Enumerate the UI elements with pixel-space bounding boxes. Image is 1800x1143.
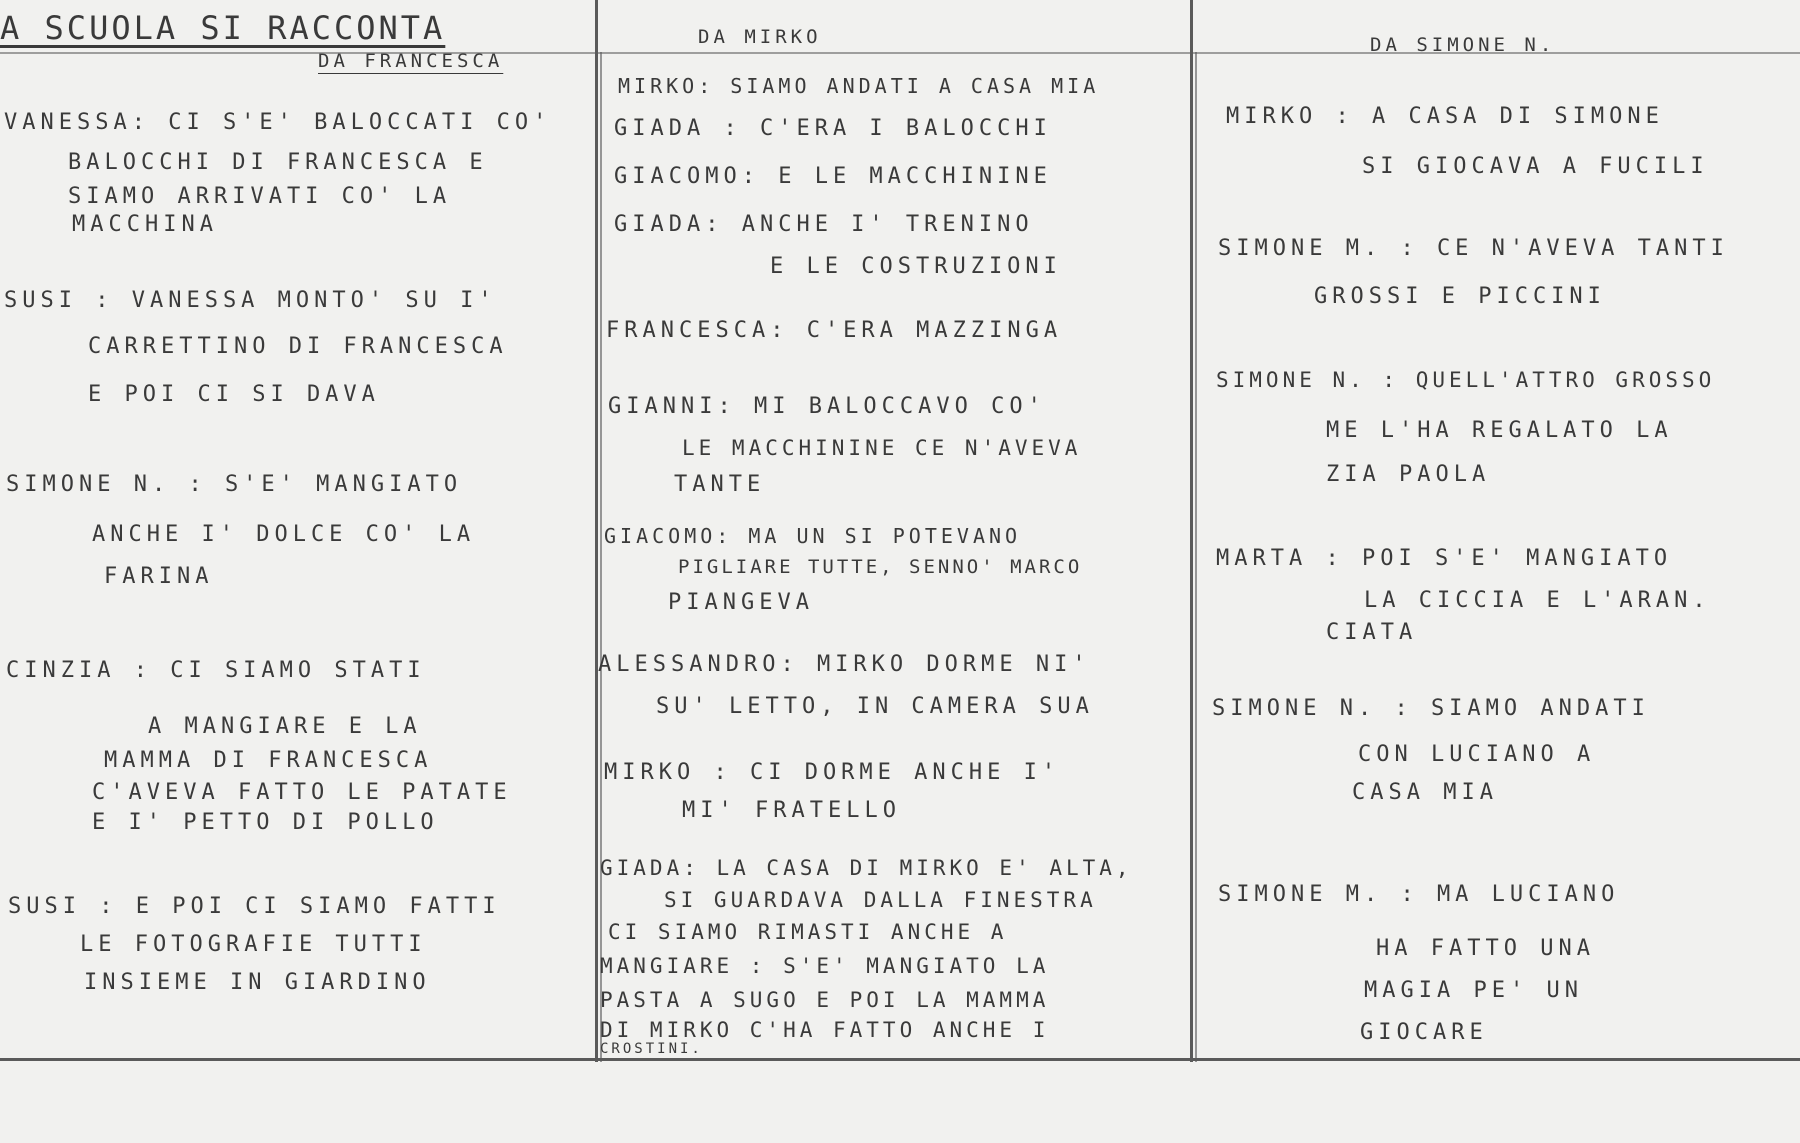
text-line: E I' PETTO DI POLLO <box>92 810 439 835</box>
column-divider-2-inner <box>1195 52 1197 1062</box>
text-line: CIATA <box>1326 620 1418 645</box>
text-line: MAGIA PE' UN <box>1364 978 1583 1003</box>
text-line: CASA MIA <box>1352 780 1498 805</box>
text-line: DI MIRKO C'HA FATTO ANCHE I <box>600 1018 1050 1042</box>
text-line: ZIA PAOLA <box>1326 462 1491 487</box>
column-heading-mirko: DA MIRKO <box>698 26 822 48</box>
text-line: ANCHE I' DOLCE CO' LA <box>92 522 476 547</box>
text-line: CI SIAMO RIMASTI ANCHE A <box>608 920 1008 944</box>
text-line: GROSSI E PICCINI <box>1314 284 1606 309</box>
text-line: GIOCARE <box>1360 1020 1488 1045</box>
text-line: PIGLIARE TUTTE, SENNO' MARCO <box>678 556 1083 578</box>
text-line: LA CICCIA E L'ARAN. <box>1364 588 1711 613</box>
text-line: ALESSANDRO: MIRKO DORME NI' <box>598 652 1091 677</box>
text-line: CON LUCIANO A <box>1358 742 1596 767</box>
text-line: SI GIOCAVA A FUCILI <box>1362 154 1709 179</box>
column-divider-2 <box>1190 0 1193 1062</box>
text-line: MARTA : POI S'E' MANGIATO <box>1216 546 1673 571</box>
column-divider-1-inner <box>600 52 602 1062</box>
text-line: SUSI : E POI CI SIAMO FATTI <box>8 894 501 919</box>
text-line: SIMONE M. : CE N'AVEVA TANTI <box>1218 236 1729 261</box>
column-heading-francesca: DA FRANCESCA <box>318 50 504 72</box>
page-title: A SCUOLA SI RACCONTA <box>0 9 446 47</box>
text-line: MIRKO : A CASA DI SIMONE <box>1226 104 1664 129</box>
text-line: FRANCESCA: C'ERA MAZZINGA <box>606 318 1063 343</box>
text-line: GIADA: ANCHE I' TRENINO <box>614 212 1034 237</box>
text-line: SI GUARDAVA DALLA FINESTRA <box>664 888 1097 912</box>
text-line: GIANNI: MI BALOCCAVO CO' <box>608 394 1046 419</box>
text-line: HA FATTO UNA <box>1376 936 1595 961</box>
text-line: E POI CI SI DAVA <box>88 382 380 407</box>
text-line: GIADA : C'ERA I BALOCCHI <box>614 116 1052 141</box>
text-line: SIMONE N. : S'E' MANGIATO <box>6 472 463 497</box>
text-line: SIAMO ARRIVATI CO' LA <box>68 184 452 209</box>
text-line: MACCHINA <box>72 212 218 237</box>
text-line: A MANGIARE E LA <box>148 714 422 739</box>
text-line: MAMMA DI FRANCESCA <box>104 748 433 773</box>
column-heading-simone: DA SIMONE N. <box>1370 34 1556 56</box>
text-line: SIMONE M. : MA LUCIANO <box>1218 882 1620 907</box>
text-line: CROSTINI. <box>600 1041 703 1057</box>
text-line: GIACOMO: E LE MACCHININE <box>614 164 1052 189</box>
text-line: CINZIA : CI SIAMO STATI <box>6 658 426 683</box>
text-line: C'AVEVA FATTO LE PATATE <box>92 780 512 805</box>
text-line: SU' LETTO, IN CAMERA SUA <box>656 694 1094 719</box>
text-line: E LE COSTRUZIONI <box>770 254 1062 279</box>
text-line: PASTA A SUGO E POI LA MAMMA <box>600 988 1050 1012</box>
text-line: CARRETTINO DI FRANCESCA <box>88 334 508 359</box>
text-line: SIMONE N. : SIAMO ANDATI <box>1212 696 1650 721</box>
text-line: BALOCCHI DI FRANCESCA E <box>68 150 488 175</box>
text-line: LE MACCHININE CE N'AVEVA <box>682 436 1082 460</box>
text-line: LE FOTOGRAFIE TUTTI <box>80 932 427 957</box>
text-line: MIRKO: SIAMO ANDATI A CASA MIA <box>618 74 1100 98</box>
text-line: ME L'HA REGALATO LA <box>1326 418 1673 443</box>
text-line: MANGIARE : S'E' MANGIATO LA <box>600 954 1050 978</box>
text-line: TANTE <box>674 472 766 497</box>
text-line: VANESSA: CI S'E' BALOCCATI CO' <box>4 110 552 135</box>
bottom-rule <box>0 1058 1800 1061</box>
text-line: PIANGEVA <box>668 590 814 615</box>
text-line: SUSI : VANESSA MONTO' SU I' <box>4 288 497 313</box>
text-line: MI' FRATELLO <box>682 798 901 823</box>
text-line: MIRKO : CI DORME ANCHE I' <box>604 760 1061 785</box>
text-line: FARINA <box>104 564 214 589</box>
text-line: INSIEME IN GIARDINO <box>84 970 431 995</box>
text-line: GIACOMO: MA UN SI POTEVANO <box>604 524 1022 548</box>
text-line: GIADA: LA CASA DI MIRKO E' ALTA, <box>600 856 1133 880</box>
text-line: SIMONE N. : QUELL'ATTRO GROSSO <box>1216 368 1716 392</box>
column-divider-1 <box>595 0 598 1062</box>
